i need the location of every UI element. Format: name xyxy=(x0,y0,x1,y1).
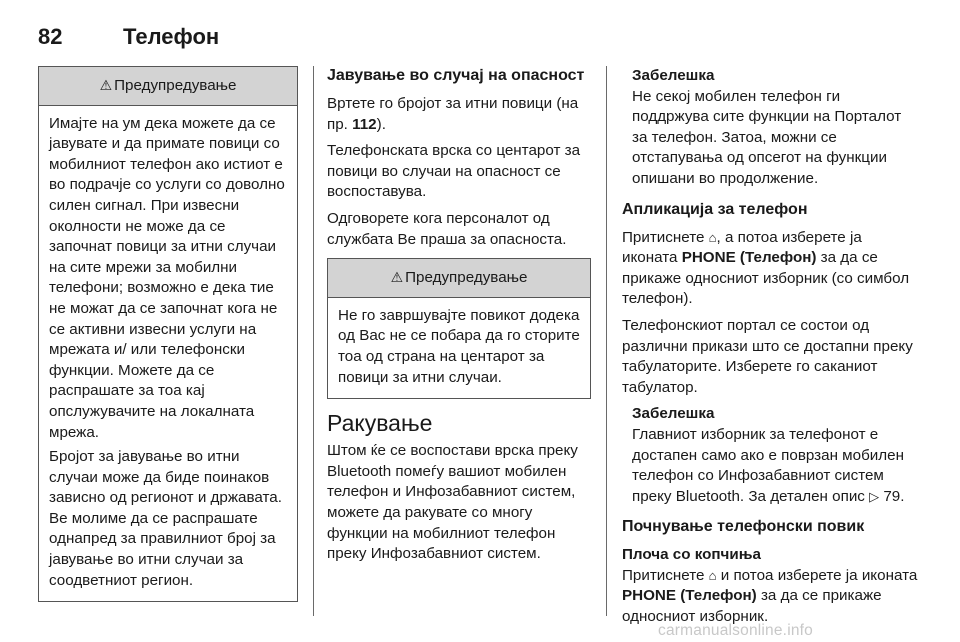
warning-paragraph: Не го завршувајте повикот додека од Вас не се побара да го сторите тоа од страна на центарот за повици за итни случаи. xyxy=(338,306,580,386)
paragraph: Телефонската врска со центарот за повици во случаи на опасност се воспоставува. xyxy=(327,142,581,201)
paragraph: Штом ќе се воспостави врска преку Bluetooth помеѓу вашиот мобилен телефон и Инфозабавниот систем, можете да ракувате со многу функции на мобилниот телефон преку Инфозабавниот систем. xyxy=(327,442,578,563)
note-title: Забелешка xyxy=(632,67,715,84)
column-divider xyxy=(606,66,607,616)
column-divider xyxy=(313,66,314,616)
column-2 xyxy=(327,66,591,571)
warning-triangle-icon: ⚠ xyxy=(99,77,113,93)
warning-body xyxy=(39,106,297,602)
note-title: Забелешка xyxy=(632,405,715,423)
warning-box xyxy=(38,66,298,602)
column-3 xyxy=(622,66,920,634)
sub-heading-keypad: Плоча со копчиња xyxy=(622,546,761,564)
heading-operation: Ракување xyxy=(327,410,433,437)
note-text: Главниот изборник за телефонот е достапен само ако е поврзан мобилен телефон со Инфозабавниот систем преку Bluetooth. За детален опис ▷ 79. xyxy=(632,425,920,507)
column-1 xyxy=(38,66,298,602)
section-title-phone-app: Апликација за телефон xyxy=(622,200,808,218)
page-ref[interactable]: 79 xyxy=(883,487,901,505)
subsection-title-start-call: Почнување телефонски повик xyxy=(622,518,865,536)
warning-title: Предупредување xyxy=(405,269,528,287)
page-number: 82 xyxy=(38,24,63,49)
warning-paragraph: Имајте на ум дека можете да се јавувате и да примате повици со мобилниот телефон ако истиот е во подрачје со услуги со доволно силен сигнал. При извесни околности не може да се започнат повици за итни случаи на сите мрежи за мобилни телефони; возможно е дека тие не можат да се започнат кога не се активни извесни услуги на мрежата и/ или телефонски функции. Можете да се распрашате за тоа кај опслужувачите на локалната мрежа. xyxy=(49,114,285,441)
section-title-emergency: Јавување во случај на опасност xyxy=(327,67,585,84)
page-title: Телефон xyxy=(123,24,220,49)
home-icon: ⌂ xyxy=(708,229,717,245)
watermark: carmanualsonline.info xyxy=(658,622,813,639)
warning-body xyxy=(328,298,590,398)
warning-triangle-icon: ⚠ xyxy=(390,269,404,286)
paragraph: Притиснете ⌂ и потоа изберете ја иконата PHONE (Телефон) за да се прикаже односниот изборник. xyxy=(622,566,918,626)
paragraph: Телефонскиот портал се состои од различни прикази што се достапни преку табулаторите. Изберете го саканиот табулатор. xyxy=(622,316,913,396)
paragraph: Притиснете ⌂, а потоа изберете ја иконата PHONE (Телефон) за да се прикаже односниот изборник (со симбол телефон). xyxy=(622,228,910,308)
warning-paragraph-end: кај опслужувачите на локалната мрежа. xyxy=(49,382,255,441)
ref-arrow-icon: ▷ xyxy=(869,488,880,504)
note xyxy=(632,66,920,190)
note-text: Не секој мобилен телефон ги поддржува сите функции на Порталот за телефон. Затоа, можни се отстапувања од опсегот на функции опишани во продолжение. xyxy=(632,87,902,187)
warning-paragraph-2: Бројот за јавување во итни случаи може да биде поинаков зависно од регионот и државата. Ве молиме да се распрашате однапред за правилниот број за јавување во итни случаи за соодветниот регион. xyxy=(49,448,282,589)
note xyxy=(632,404,920,507)
warning-header xyxy=(39,67,297,106)
paragraph: Одговорете кога персоналот од службата Ве праша за опасноста. xyxy=(327,209,567,248)
warning-header xyxy=(328,259,590,298)
page-header xyxy=(38,24,219,56)
warning-title: Предупредување xyxy=(114,77,237,94)
home-icon: ⌂ xyxy=(708,567,717,583)
paragraph: Вртете го бројот за итни повици (на пр. 112). xyxy=(327,95,579,133)
warning-box xyxy=(327,258,591,399)
